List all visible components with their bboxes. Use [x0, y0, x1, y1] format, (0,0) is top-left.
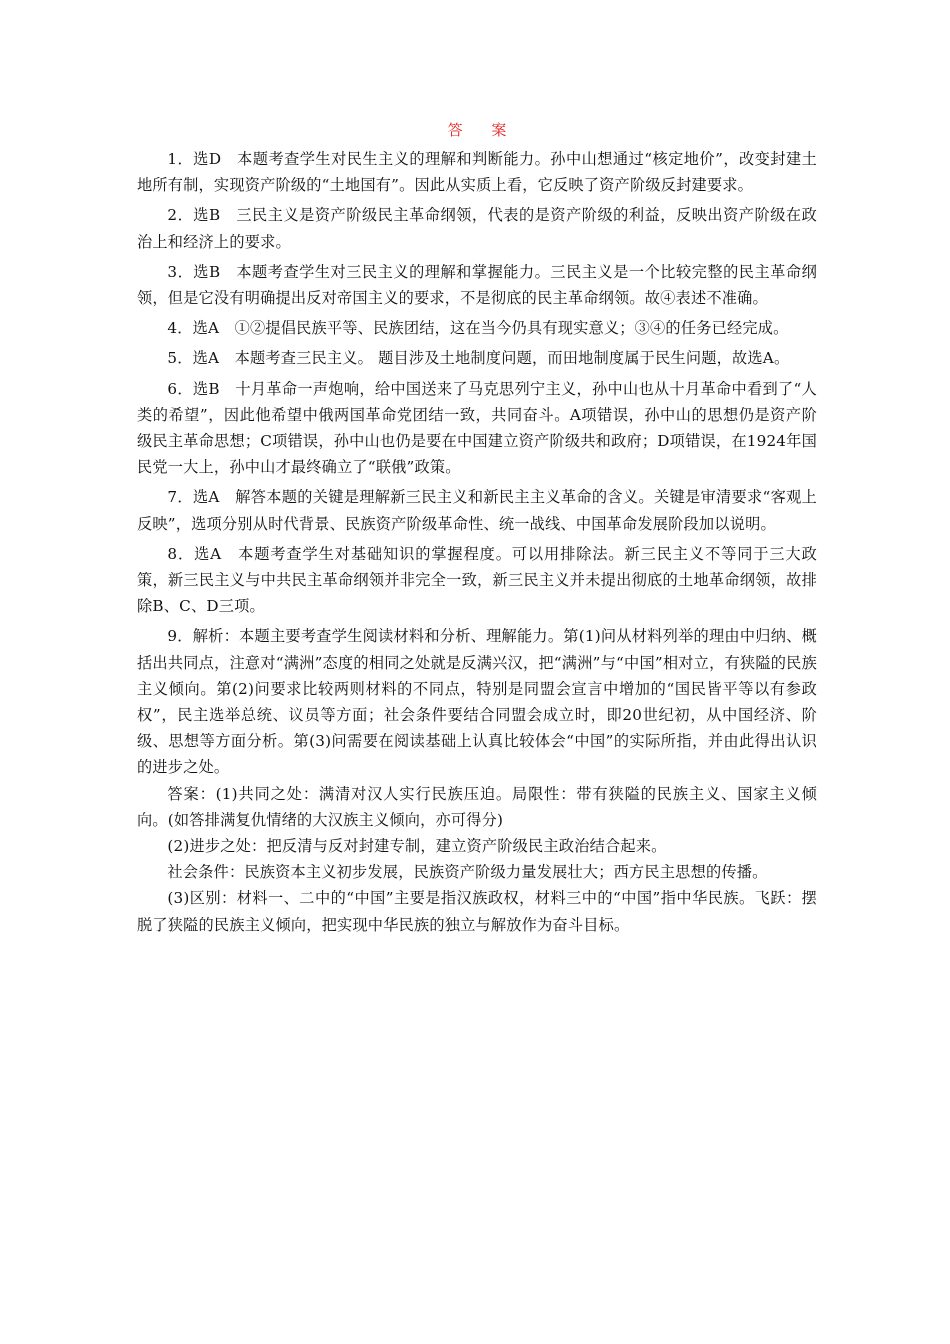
answer-4: 4．选A ①②提倡民族平等、民族团结，这在当今仍具有现实意义；③④的任务已经完成。	[167, 319, 789, 338]
answer-1: 1．选D 本题考查学生对民生主义的理解和判断能力。孙中山想通过“核定地价”，改变封建土地所有制，实现资产阶级的“土地国有”。因此从实质上看，它反映了资产阶级反封建要求。	[137, 150, 817, 195]
answer-9-key-1: 答案：(1)共同之处：满清对汉人实行民族压迫。局限性：带有狭隘的民族主义、国家主义倾向。(如答排满复仇情绪的大汉族主义倾向，亦可得分)	[137, 784, 817, 829]
answer-9-social-conditions: 社会条件：民族资本主义初步发展，民族资产阶级力量发展壮大；西方民主思想的传播。	[167, 863, 768, 882]
answer-6: 6．选B 十月革命一声炮响，给中国送来了马克思列宁主义，孙中山也从十月革命中看到了“人类的希望”，因此他希望中俄两国革命党团结一致，共同奋斗。A项错误，孙中山的思想仍是资产阶级民主革命思想；C项错误，孙中山也仍是要在中国建立资产阶级共和政府；D项错误，在1924年国民党一大上，孙中山才最终确立了“联俄”政策。	[137, 379, 817, 477]
answer-3: 3．选B 本题考查学生对三民主义的理解和掌握能力。三民主义是一个比较完整的民主革命纲领，但是它没有明确提出反对帝国主义的要求，不是彻底的民主革命纲领。故④表述不准确。	[137, 262, 817, 308]
answer-9-key-2: (2)进步之处：把反清与反对封建专制，建立资产阶级民主政治结合起来。	[167, 837, 667, 856]
page-title: 答 案	[447, 121, 519, 139]
answer-8: 8．选A 本题考查学生对基础知识的掌握程度。可以用排除法。新三民主义不等同于三大政策，新三民主义与中共民主革命纲领并非完全一致，新三民主义并未提出彻底的土地革命纲领，故排除B、C、D三项。	[137, 544, 817, 616]
answer-7: 7．选A 解答本题的关键是理解新三民主义和新民主主义革命的含义。关键是审清要求“客观上反映”，选项分别从时代背景、民族资产阶级革命性、统一战线、中国革命发展阶段加以说明。	[137, 488, 817, 533]
answer-9-key-3: (3)区别：材料一、二中的“中国”主要是指汉族政权，材料三中的“中国”指中华民族。飞跃：摆脱了狭隘的民族主义倾向，把实现中华民族的独立与解放作为奋斗目标。	[137, 889, 817, 934]
answer-5: 5．选A 本题考查三民主义。 题目涉及土地制度问题，而田地制度属于民生问题，故选A。	[167, 349, 790, 368]
answer-page	[137, 118, 817, 938]
answer-9-analysis: 9．解析：本题主要考查学生阅读材料和分析、理解能力。第(1)问从材料列举的理由中归纳、概括出共同点，注意对“满洲”态度的相同之处就是反满兴汉，把“满洲”与“中国”相对立，有狭隘的民族主义倾向。第(2)问要求比较两则材料的不同点，特别是同盟会宣言中增加的“国民皆平等以有参政权”，民主选举总统、议员等方面；社会条件要结合同盟会成立时，即20世纪初，从中国经济、阶级、思想等方面分析。第(3)问需要在阅读基础上认真比较体会“中国”的实际所指，并由此得出认识的进步之处。	[137, 627, 817, 777]
answer-2: 2．选B 三民主义是资产阶级民主革命纲领，代表的是资产阶级的利益，反映出资产阶级在政治上和经济上的要求。	[137, 206, 817, 251]
